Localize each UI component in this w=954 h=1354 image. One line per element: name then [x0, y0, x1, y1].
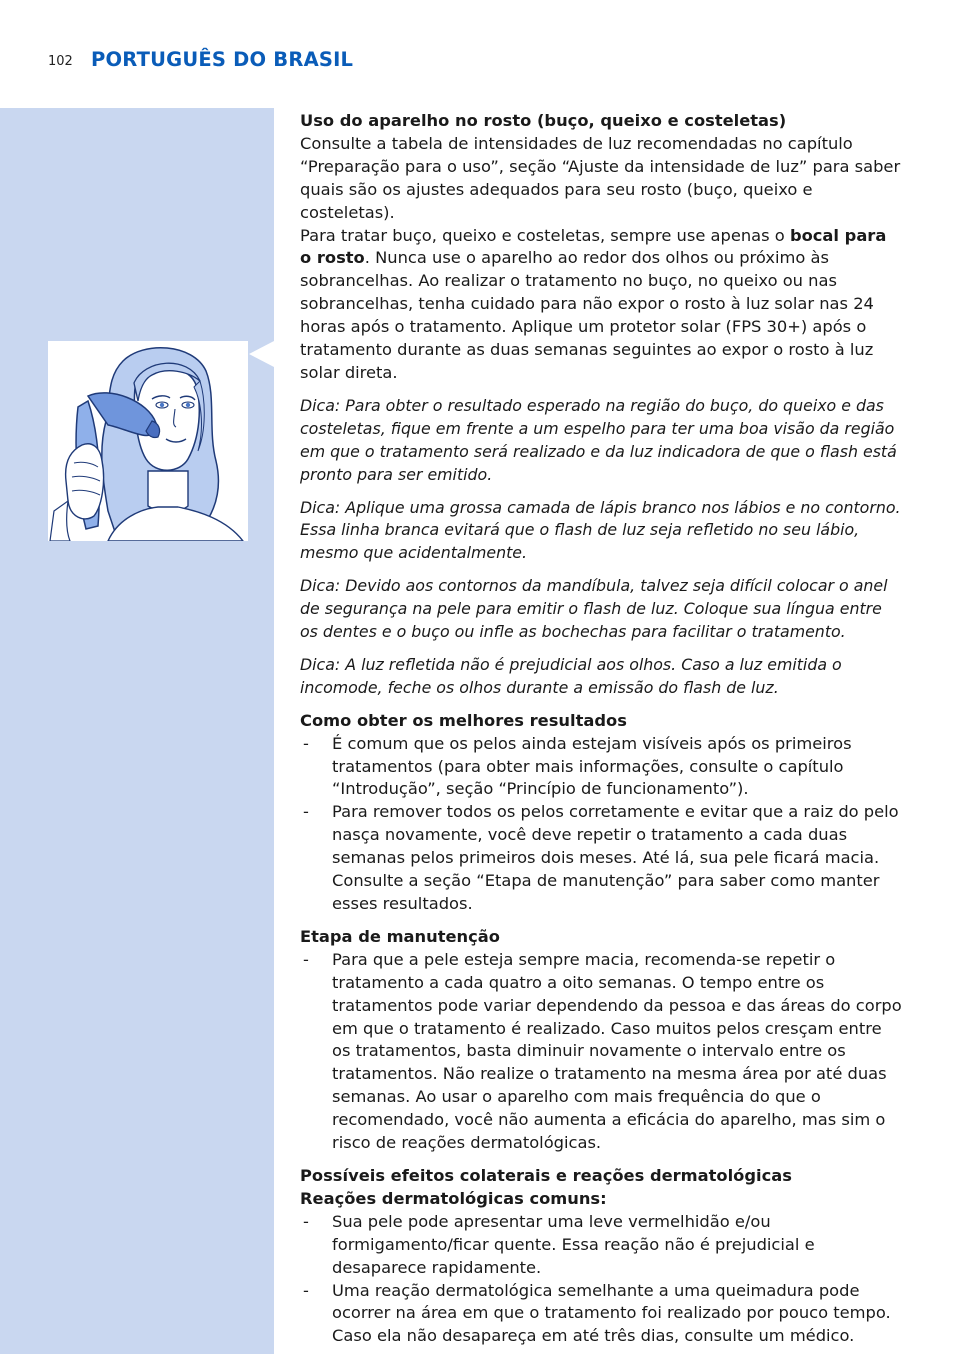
face-section-paragraph: Consulte a tabela de intensidades de luz recomendadas no capítulo “Preparação para o uso”, seção “Ajuste da intensidade de luz” para saber quais são os ajustes adequados para seu rosto (buço, queixo e costeletas). — [300, 133, 901, 222]
woman-using-face-device-illustration — [48, 341, 248, 541]
list-item: - Para que a pele esteja sempre macia, recomenda-se repetir o tratamento a cada quatro a oito semanas. O tempo entre os tratamentos pode variar dependendo da pessoa e das áreas do corpo em que o tratamento é realizado. Caso muitos pelos cresçam entre os tratamentos, basta diminuir novamente o intervalo entre os tratamentos. Não realize o tratamento na mesma área por até duas semanas. Ao usar o aparelho com mais frequência do que o recomendado, você não aumenta a eficácia do aparelho, mas sim o risco de reações dermatológicas. — [300, 949, 902, 1155]
face-section-heading: Uso do aparelho no rosto (buço, queixo e costeletas) — [300, 111, 787, 130]
tip-paragraph: Dica: A luz refletida não é prejudicial aos olhos. Caso a luz emitida o incomode, feche os olhos durante a emissão do flash de luz. — [300, 654, 842, 697]
tip-paragraph: Dica: Para obter o resultado esperado na região do buço, do queixo e das costeletas, fique em frente a um espelho para ter uma boa visão da região em que o tratamento será realizado e da luz indicadora de que o flash está pronto para ser emitido. — [300, 395, 897, 484]
tip-paragraph: Dica: Devido aos contornos da mandíbula, talvez seja difícil colocar o anel de segurança na pele para emitir o flash de luz. Coloque sua língua entre os dentes e o buço ou infle as bochechas para facilitar o tratamento. — [300, 576, 888, 642]
section-title: PORTUGUÊS DO BRASIL — [91, 48, 354, 71]
maintenance-heading: Etapa de manutenção — [300, 926, 500, 946]
face-attachment-term: bocal para o rosto — [300, 225, 887, 268]
list-item: - É comum que os pelos ainda estejam visíveis após os primeiros tratamentos (para obter mais informações, consulte o capítulo “Introdução”, seção “Princípio de funcionamento”). — [300, 733, 902, 802]
side-effects-heading: Possíveis efeitos colaterais e reações dermatológicas — [300, 1165, 792, 1185]
page-number: 102 — [48, 54, 73, 69]
face-section-paragraph-2 — [300, 225, 902, 385]
face-section-text-a: Para tratar buço, queixo e costeletas, sempre use apenas o — [300, 225, 790, 245]
sidebar-panel — [0, 108, 274, 1354]
tip-paragraph: Dica: Aplique uma grossa camada de lápis branco nos lábios e no contorno. Essa linha branca evitará que o flash de luz seja refletido no seu lábio, mesmo que acidentalmente. — [300, 497, 901, 563]
side-effects-list — [300, 1211, 902, 1348]
callout-pointer — [249, 341, 274, 367]
maintenance-list — [300, 949, 902, 1155]
list-item: - Uma reação dermatológica semelhante a uma queimadura pode ocorrer na área em que o tratamento foi realizado por pouco tempo. Caso ela não desapareça em até três dias, consulte um médico. — [300, 1280, 902, 1349]
best-results-list — [300, 733, 902, 916]
face-section-text-b: . Nunca use o aparelho ao redor dos olhos ou próximo às sobrancelhas. Ao realizar o tratamento no buço, no queixo ou nas sobrancelhas, tenha cuidado para não expor o rosto à luz solar nas 24 horas após o tratamento. Aplique um protetor solar (FPS 30+) após o tratamento durante as duas semanas seguintes ao expor o rosto à luz solar direta. — [300, 248, 874, 382]
main-content — [300, 110, 902, 1348]
side-effects-subheading: Reações dermatológicas comuns: — [300, 1188, 607, 1208]
list-item: - Para remover todos os pelos corretamente e evitar que a raiz do pelo nasça novamente, você deve repetir o tratamento a cada duas semanas pelos primeiros dois meses. Até lá, sua pele ficará macia. Consulte a seção “Etapa de manutenção” para saber como manter esses resultados. — [300, 801, 902, 916]
list-item: - Sua pele pode apresentar uma leve vermelhidão e/ou formigamento/ficar quente. Essa reação não é prejudicial e desaparece rapidamente. — [300, 1211, 902, 1280]
best-results-heading: Como obter os melhores resultados — [300, 710, 627, 730]
